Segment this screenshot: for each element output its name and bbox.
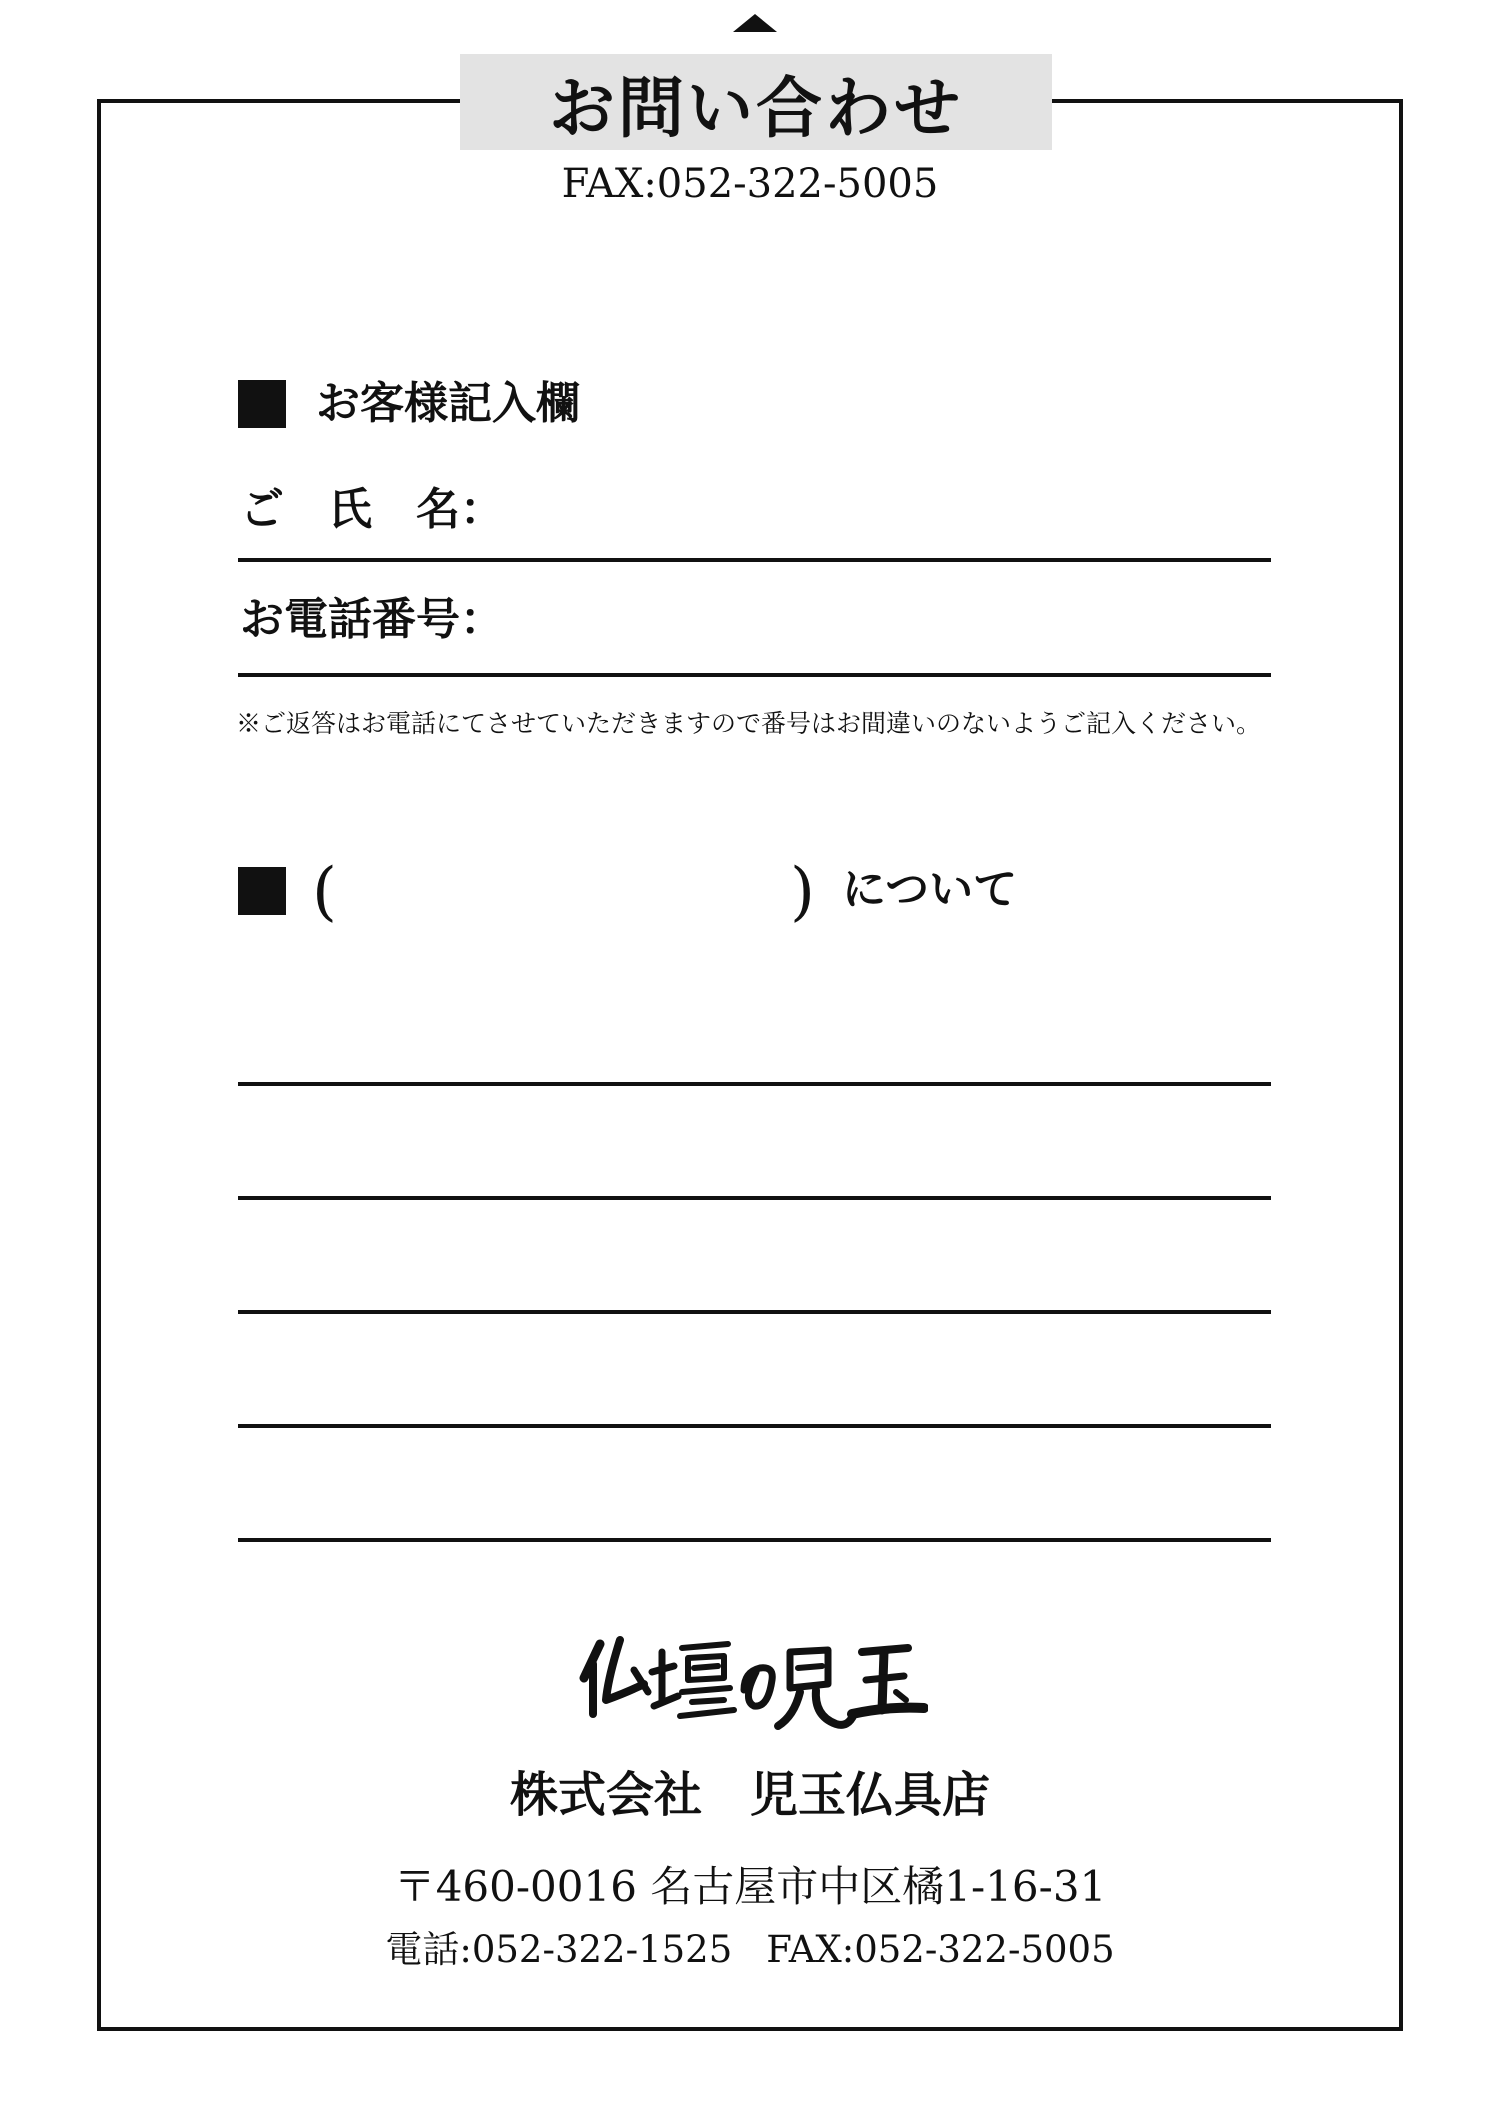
header-fax: FAX:052-322-5005: [561, 161, 939, 207]
page-title: お問い合わせ: [460, 54, 1052, 150]
brush-calligraphy-logo-icon: [578, 1630, 928, 1740]
inquiry-line[interactable]: [238, 1196, 1271, 1200]
company-contact: [0, 1928, 1500, 1972]
triangle-up-icon: [733, 14, 777, 32]
phone-label: お電話番号：: [240, 594, 504, 645]
company-address: 〒460-0016 名古屋市中区橘1-16-31: [393, 1862, 1107, 1911]
inquiry-line[interactable]: [238, 1538, 1271, 1542]
section-square-icon: [238, 380, 286, 428]
company-phone: 電話:052-322-1525: [385, 1928, 733, 1971]
phone-input-line[interactable]: [238, 673, 1271, 677]
customer-section-heading: お客様記入欄: [316, 378, 580, 429]
name-label: ご 氏 名：: [240, 484, 504, 535]
inquiry-line[interactable]: [238, 1424, 1271, 1428]
reply-note: ※ご返答はお電話にてさせていただきますので番号はお間違いのないようご記入ください。: [236, 709, 1262, 738]
section-square-icon: [238, 867, 286, 915]
company-fax: FAX:052-322-5005: [766, 1928, 1115, 1971]
close-paren: ): [790, 855, 815, 929]
company-name: 株式会社 児玉仏具店: [509, 1767, 990, 1823]
brand-logo: [578, 1630, 928, 1744]
inquiry-suffix: について: [842, 864, 1018, 915]
inquiry-line[interactable]: [238, 1310, 1271, 1314]
inquiry-line[interactable]: [238, 1082, 1271, 1086]
name-input-line[interactable]: [238, 558, 1271, 562]
open-paren: (: [312, 855, 337, 929]
